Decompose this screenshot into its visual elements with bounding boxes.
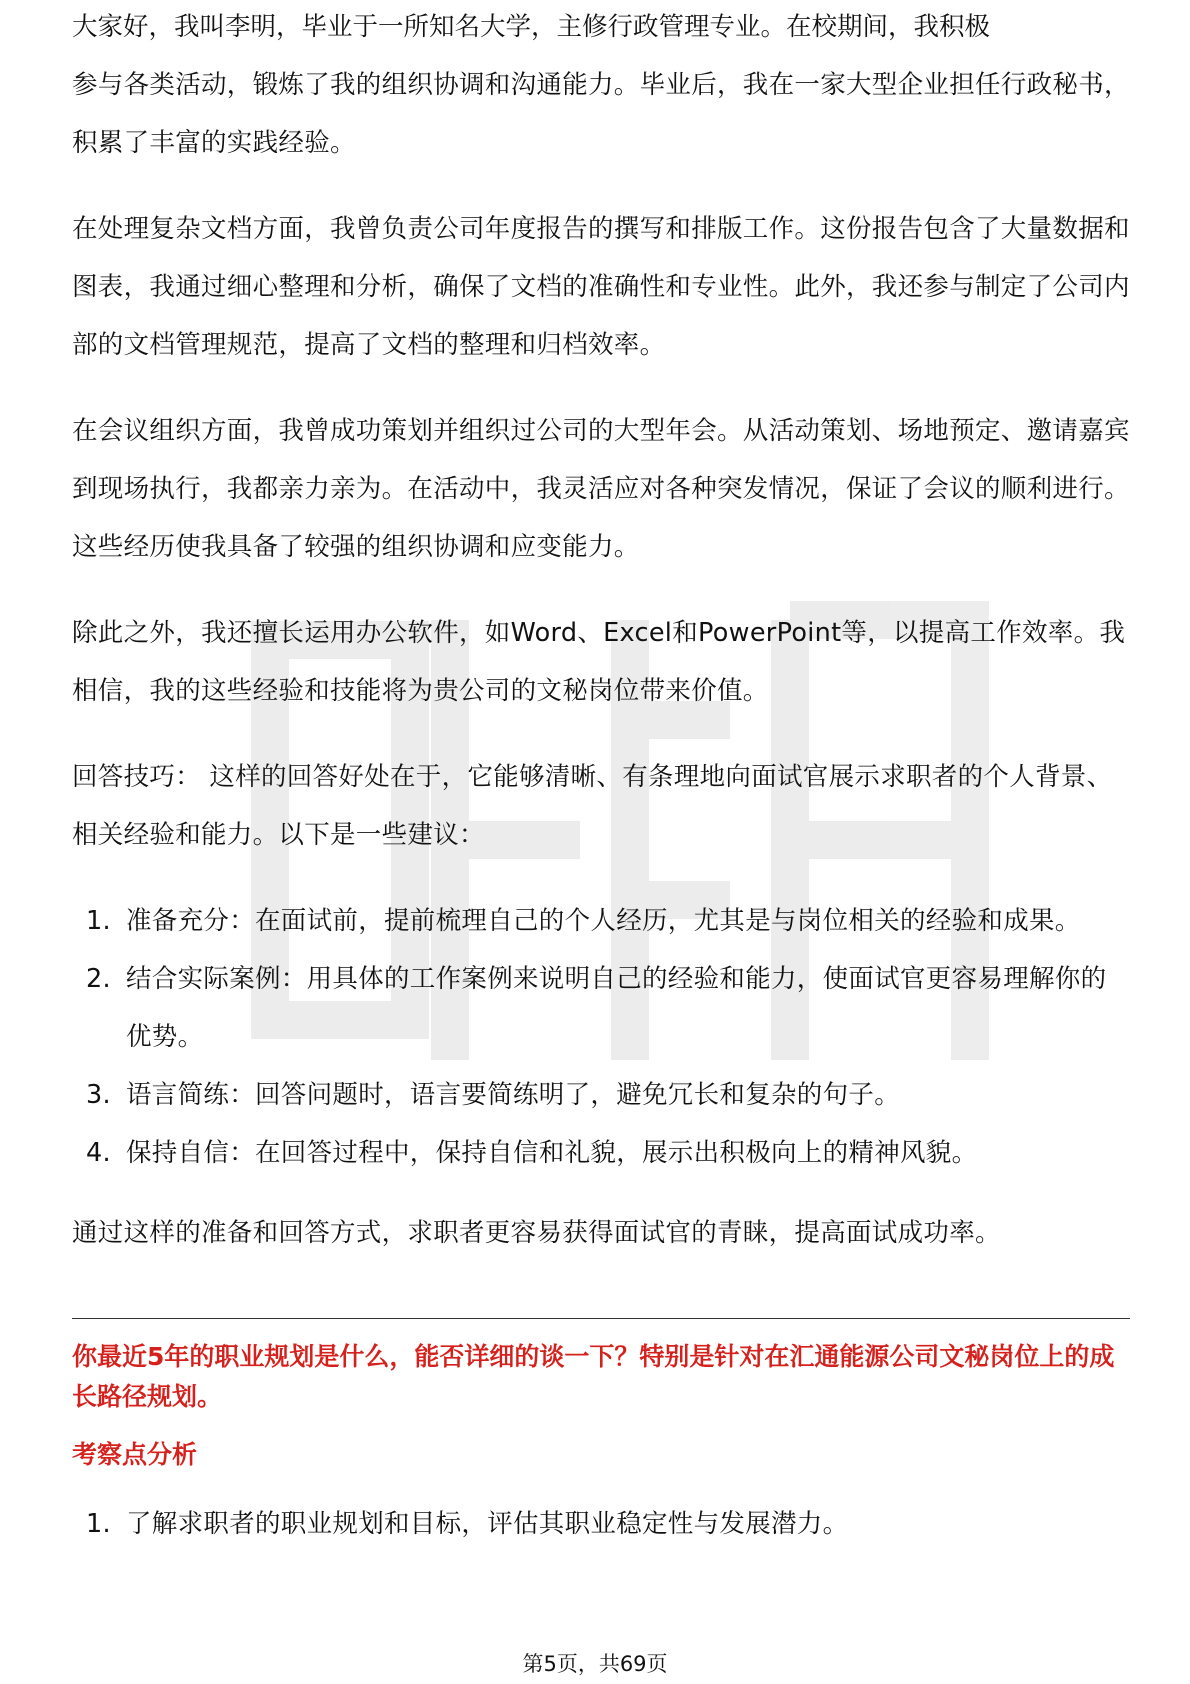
list-item-text: 了解求职者的职业规划和目标，评估其职业稳定性与发展潜力。	[126, 1509, 849, 1539]
list-item	[72, 1495, 1130, 1553]
paragraph-answer-tips: 回答技巧： 这样的回答好处在于，它能够清晰、有条理地向面试官展示求职者的个人背景、相关经验和能力。以下是一些建议：	[72, 762, 1113, 850]
section-divider	[72, 1318, 1130, 1319]
list-item	[72, 1066, 1130, 1124]
list-item-text: 准备充分：在面试前，提前梳理自己的个人经历，尤其是与岗位相关的经验和成果。	[126, 906, 1081, 936]
list-item-text: 保持自信：在回答过程中，保持自信和礼貌，展示出积极向上的精神风貌。	[126, 1138, 978, 1168]
truncated-top-line-text: 大家好，我叫李明，毕业于一所知名大学，主修行政管理专业。在校期间，我积极	[72, 12, 991, 42]
tips-list	[72, 892, 1130, 1182]
list-item-number: 3.	[86, 1080, 111, 1110]
analysis-heading: 考察点分析	[72, 1440, 198, 1469]
truncated-top-line	[72, 12, 1130, 56]
paragraph-documents: 在处理复杂文档方面，我曾负责公司年度报告的撰写和排版工作。这份报告包含了大量数据和图表，我通过细心整理和分析，确保了文档的准确性和专业性。此外，我还参与制定了公司内部的文档管理规范，提高了文档的整理和归档效率。	[72, 214, 1130, 360]
list-item	[72, 892, 1130, 950]
page-footer: 第5页，共69页	[522, 1652, 668, 1676]
list-item-number: 4.	[86, 1138, 111, 1168]
paragraph-software: 除此之外，我还擅长运用办公软件，如Word、Excel和PowerPoint等，以提高工作效率。我相信，我的这些经验和技能将为贵公司的文秘岗位带来价值。	[72, 618, 1126, 706]
document-body	[72, 12, 1130, 1575]
paragraph-meetings: 在会议组织方面，我曾成功策划并组织过公司的大型年会。从活动策划、场地预定、邀请嘉宾到现场执行，我都亲力亲为。在活动中，我灵活应对各种突发情况，保证了会议的顺利进行。这些经历使我具备了较强的组织协调和应变能力。	[72, 416, 1130, 562]
list-item-text: 语言简练：回答问题时，语言要简练明了，避免冗长和复杂的句子。	[126, 1080, 901, 1110]
list-item-number: 2.	[86, 964, 111, 994]
interview-question: 你最近5年的职业规划是什么，能否详细的谈一下？特别是针对在汇通能源公司文秘岗位上的成长路径规划。	[72, 1342, 1115, 1411]
paragraph-closing: 通过这样的准备和回答方式，求职者更容易获得面试官的青睐，提高面试成功率。	[72, 1218, 1001, 1248]
list-item-text: 结合实际案例：用具体的工作案例来说明自己的经验和能力，使面试官更容易理解你的优势。	[126, 964, 1107, 1052]
paragraph-background: 参与各类活动，锻炼了我的组织协调和沟通能力。毕业后，我在一家大型企业担任行政秘书，积累了丰富的实践经验。	[72, 70, 1130, 158]
list-item	[72, 1124, 1130, 1182]
list-item	[72, 950, 1130, 1066]
list-item-number: 1.	[86, 1509, 111, 1539]
analysis-list	[72, 1495, 1130, 1553]
list-item-number: 1.	[86, 906, 111, 936]
